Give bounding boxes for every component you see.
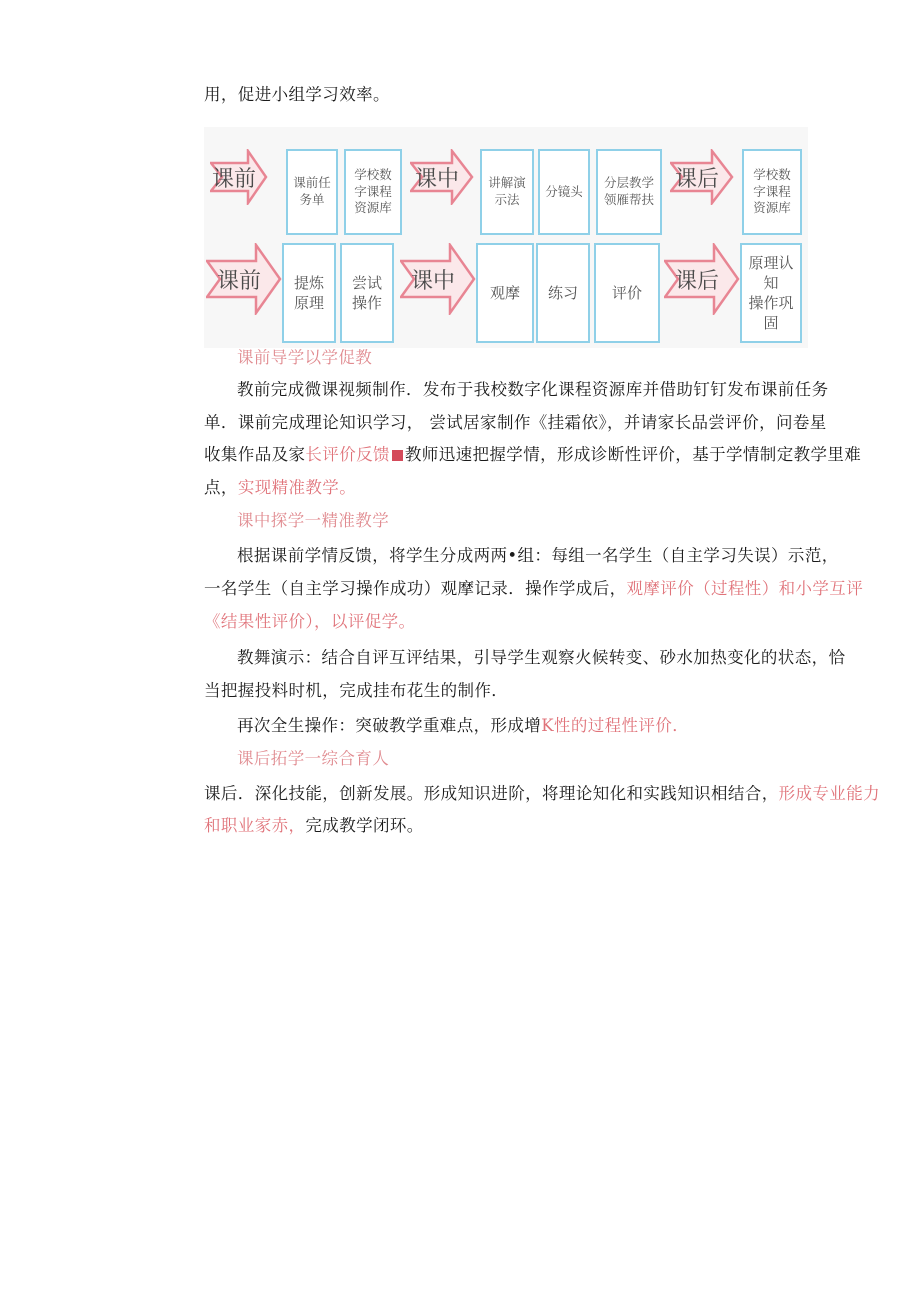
arrow-label: 课前 [211,166,256,192]
highlight-text: 观摩评价（过程性）和小学互评 [626,579,864,598]
paragraph-line: 教舞演示：结合自评互评结果，引导学生观察火候转变、砂水加热变化的状态，恰 [237,648,846,667]
teaching-flow-diagram [204,127,808,348]
text-run: 再次全生操作：突破教学重难点，形成增 [237,716,542,735]
flow-box: 学校数 字课程 资源库 [344,149,402,235]
arrow-stage-pre [206,243,282,315]
arrow-stage-post [664,243,740,315]
arrow-label: 课前 [216,268,261,294]
highlight-text: K性的过程性评价． [541,716,690,735]
arrow-label: 课中 [414,166,459,192]
highlight-text: 和职业家赤， [204,816,306,835]
text-run: 教师迅速把握学情，形成诊断性评价，基于学情制定教学里难 [404,445,862,464]
paragraph-line [204,578,863,600]
highlight-text: 实现精准教学。 [237,478,357,497]
flow-box: 分层教学 领雁帮扶 [596,149,662,235]
square-mark [392,450,403,461]
paragraph-line [204,815,424,837]
flow-box: 观摩 [476,243,534,343]
section-heading: 课前导学以学促教 [237,348,373,367]
arrow-label: 课中 [410,268,455,294]
arrow-label: 课后 [674,166,719,192]
section-heading: 课后拓学一综合育人 [237,749,390,768]
flow-box: 练习 [536,243,590,343]
arrow-label: 课后 [674,268,719,294]
text-run: 点， [204,478,238,497]
flow-box: 课前任 务单 [286,149,338,235]
section-heading: 课中探学一精准教学 [237,511,390,530]
flow-box: 评价 [594,243,660,343]
flow-box: 讲解演 示法 [480,149,534,235]
text-run: 完成教学闭环。 [305,816,424,835]
paragraph-line: 根据课前学情反馈，将学生分成两两•组：每组一名学生（自主学习失误）示范， [237,546,839,565]
flow-box: 原理认知 操作巩固 [740,243,802,343]
paragraph-line [204,783,880,805]
paragraph-line [237,715,689,737]
flow-box: 提炼 原理 [282,243,336,343]
arrow-stage-in [410,149,474,205]
paragraph-line: 单．课前完成理论知识学习， 尝试居家制作《挂霜依》，并请家长品尝评价，问卷星 [204,413,827,432]
flow-box: 分镜头 [538,149,590,235]
flow-box: 学校数 字课程 资源库 [742,149,802,235]
text-run: 课后．深化技能，创新发展。形成知识进阶，将理论知化和实践知识相结合， [204,784,779,803]
paragraph-line: 《结果性评价），以评促学。 [204,612,416,631]
paragraph-line: 当把握投料时机，完成挂布花生的制作． [204,681,509,700]
paragraph-line: 教前完成微课视频制作．发布于我校数字化课程资源库并借助钉钉发布课前任务 [237,380,829,399]
paragraph-continuation: 用，促进小组学习效率。 [204,85,390,104]
highlight-text: 长评价反馈 [305,445,390,464]
paragraph-line [204,444,861,466]
arrow-stage-post [670,149,734,205]
text-run: 一名学生（自主学习操作成功）观摩记录．操作学成后， [204,579,627,598]
flow-box: 尝试 操作 [340,243,394,343]
arrow-stage-in [400,243,476,315]
text-run: 收集作品及家 [204,445,306,464]
arrow-stage-pre [210,149,268,205]
highlight-text: 形成专业能力 [778,784,881,803]
paragraph-line [204,477,356,499]
